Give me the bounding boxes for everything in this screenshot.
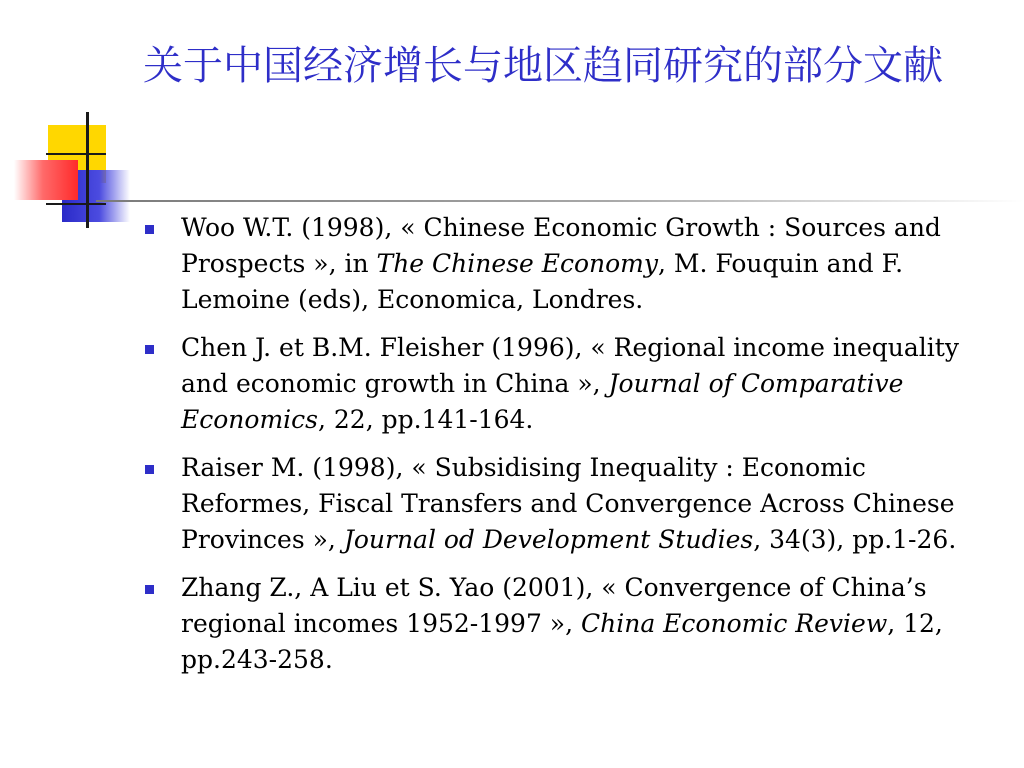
square-bullet-icon bbox=[145, 345, 154, 354]
reference-item bbox=[143, 570, 1003, 678]
reference-text: Raiser M. (1998), « Subsidising Inequality : Economic Reformes, Fiscal Transfers and Convergence Across Chinese Provinces », bbox=[181, 453, 955, 554]
reference-text: Chen J. et B.M. Fleisher (1996), « Regional income inequality and economic growth in China », bbox=[181, 333, 959, 398]
slide-title: 关于中国经济增长与地区趋同研究的部分文献 bbox=[143, 43, 943, 89]
reference-details: , 12, pp.243-258. bbox=[181, 609, 943, 674]
reference-details: , 22, pp.141-164. bbox=[318, 405, 534, 434]
reference-text: Zhang Z., A Liu et S. Yao (2001), « Convergence of China’s regional incomes 1952-1997 », bbox=[181, 573, 927, 638]
reference-journal: China Economic Review bbox=[581, 609, 888, 638]
reference-details: , 34(3), pp.1-26. bbox=[753, 525, 957, 554]
logo-vertical-line bbox=[86, 112, 89, 228]
logo-horizontal-line bbox=[46, 153, 106, 155]
decorative-logo bbox=[0, 0, 140, 240]
logo-red-square bbox=[14, 160, 78, 200]
title-divider bbox=[96, 200, 1024, 202]
square-bullet-icon bbox=[145, 465, 154, 474]
reference-item bbox=[143, 210, 1003, 318]
square-bullet-icon bbox=[145, 585, 154, 594]
reference-journal: Journal od Development Studies bbox=[343, 525, 754, 554]
square-bullet-icon bbox=[145, 225, 154, 234]
reference-journal: Journal of Comparative Economics bbox=[181, 369, 904, 434]
reference-item bbox=[143, 450, 1003, 558]
reference-text: Woo W.T. (1998), « Chinese Economic Growth : Sources and Prospects », in bbox=[181, 213, 941, 278]
reference-journal: The Chinese Economy bbox=[376, 249, 659, 278]
logo-horizontal-line bbox=[46, 203, 106, 205]
reference-details: , M. Fouquin and F. Lemoine (eds), Economica, Londres. bbox=[181, 249, 904, 314]
reference-list bbox=[143, 210, 1003, 690]
reference-item bbox=[143, 330, 1003, 438]
